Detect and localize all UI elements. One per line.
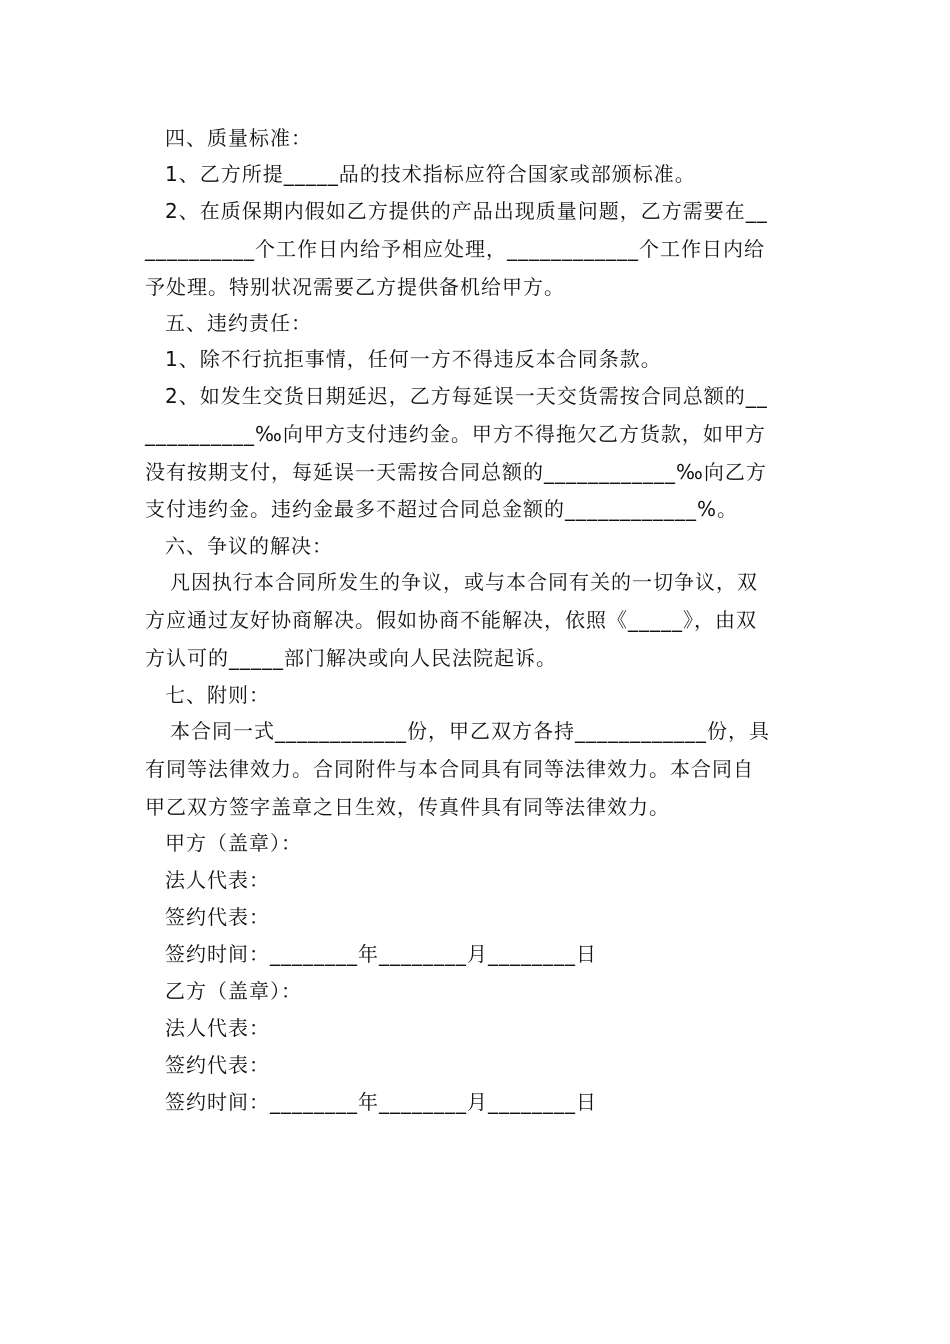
section-6-paragraph-line-1: 凡因执行本合同所发生的争议，或与本合同有关的一切争议，双 [170,570,758,594]
section-6-paragraph-line-2: 方应通过友好协商解决。假如协商不能解决，依照《_____》，由双 [145,608,757,632]
section-5-item-2-line-1: 2、如发生交货日期延迟，乙方每延误一天交货需按合同总额的__ [165,384,768,408]
party-b-legal-rep: 法人代表： [165,1016,270,1040]
section-7-paragraph-line-3: 甲乙双方签字盖章之日生效，传真件具有同等法律效力。 [145,795,670,819]
section-6-paragraph-line-3: 方认可的_____部门解决或向人民法院起诉。 [145,646,557,670]
section-5-item-2-line-3: 没有按期支付，每延误一天需按合同总额的____________‰向乙方 [145,460,767,484]
section-6-heading: 六、争议的解决： [165,534,333,558]
section-7-paragraph-line-1: 本合同一式____________份，甲乙双方各持____________份，具 [170,719,770,743]
section-4-item-2-line-2: __________个工作日内给予相应处理，____________个工作日内给 [145,237,765,261]
party-a-signing-time: 签约时间：________年________月________日 [165,942,597,966]
party-b-seal: 乙方（盖章）： [165,979,302,1003]
section-7-paragraph-line-2: 有同等法律效力。合同附件与本合同具有同等法律效力。本合同自 [145,757,754,781]
section-7-heading: 七、附则： [165,683,270,707]
section-4-item-1: 1、乙方所提_____品的技术指标应符合国家或部颁标准。 [165,162,696,186]
party-a-signing-rep: 签约代表： [165,905,270,929]
section-5-heading: 五、违约责任： [165,311,312,335]
section-5-item-2-line-4: 支付违约金。违约金最多不超过合同总金额的____________%。 [145,497,739,521]
party-a-seal: 甲方（盖章）： [165,831,302,855]
section-5-item-1: 1、除不行抗拒事情，任何一方不得违反本合同条款。 [165,347,662,371]
party-b-signing-rep: 签约代表： [165,1053,270,1077]
section-4-item-2-line-1: 2、在质保期内假如乙方提供的产品出现质量问题，乙方需要在__ [165,199,768,223]
section-4-item-2-line-3: 予处理。特别状况需要乙方提供备机给甲方。 [145,275,565,299]
section-4-heading: 四、质量标准： [165,126,312,150]
section-5-item-2-line-2: __________‰向甲方支付违约金。甲方不得拖欠乙方货款，如甲方 [145,422,766,446]
party-a-legal-rep: 法人代表： [165,868,270,892]
party-b-signing-time: 签约时间：________年________月________日 [165,1090,597,1114]
